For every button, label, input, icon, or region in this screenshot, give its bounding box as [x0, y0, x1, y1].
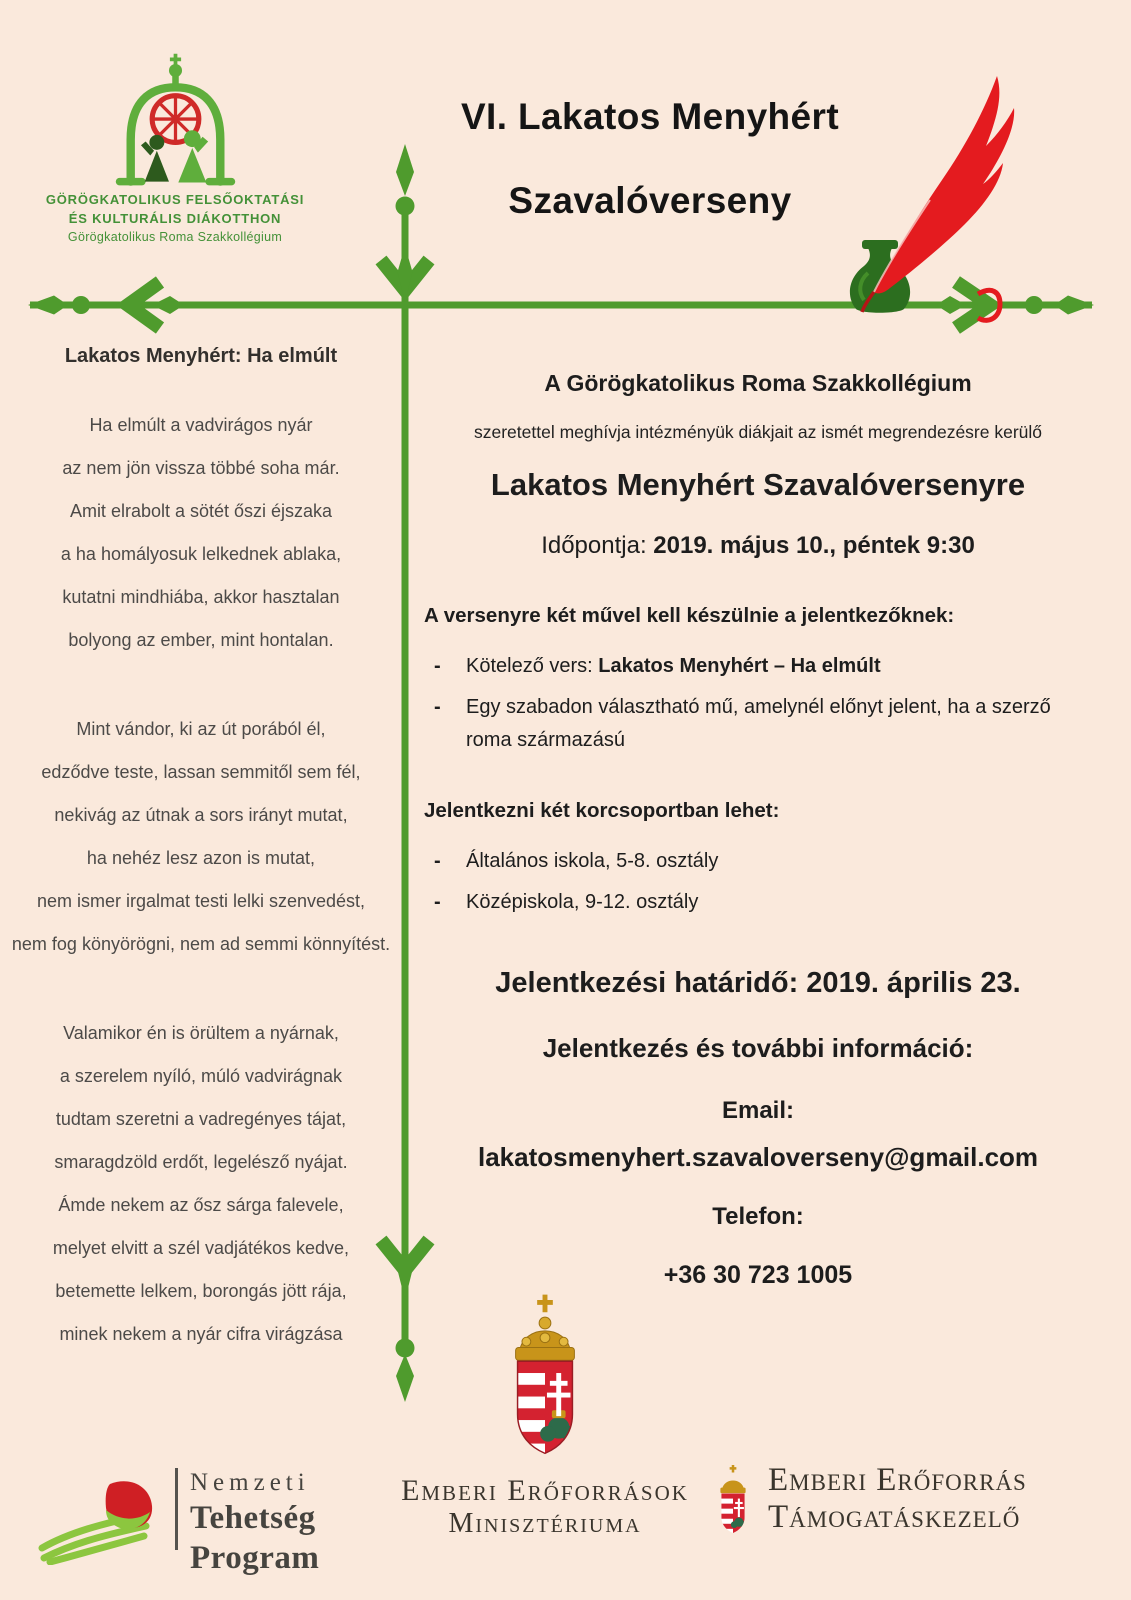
works-list	[424, 650, 1092, 757]
poem-line: nem ismer irgalmat testi lelki szenvedést,	[36, 891, 366, 911]
poem-line: tudtam szeretni a vadregényes tájat,	[55, 1109, 347, 1129]
inviting-org: A Görögkatolikus Roma Szakkollégium	[544, 370, 972, 396]
event-date-label: Időpontja:	[541, 532, 654, 559]
nemzeti-tehetseg-program-logo	[38, 1462, 388, 1576]
logo-divider	[175, 1468, 178, 1550]
vertical-divider-line	[402, 200, 409, 1352]
poem-line: Ha elmúlt a vadvirágos nyár	[89, 415, 313, 435]
poem-line: Amit elrabolt a sötét őszi éjszaka	[69, 501, 333, 521]
poem-line: edződve teste, lassan semmitől sem fél,	[41, 762, 361, 782]
application-deadline: Jelentkezési határidő: 2019. április 23.	[495, 967, 1021, 999]
list-item	[424, 845, 1092, 878]
poem-line: Ámde nekem az ősz sárga falevele,	[58, 1195, 344, 1215]
poem-line: az nem jön vissza többé soha már.	[62, 458, 340, 478]
poem-line: a szerelem nyíló, múló vadvirágnak	[59, 1066, 343, 1086]
hungarian-coat-of-arms-icon	[496, 1288, 594, 1460]
list-item	[424, 691, 1092, 757]
emet-line2: Támogatáskezelő	[768, 1499, 1021, 1535]
tulip-icon	[38, 1470, 173, 1565]
poem-stanza-3	[10, 1012, 392, 1356]
small-coat-of-arms-icon	[712, 1462, 754, 1536]
poem-stanza-1	[10, 404, 392, 662]
list-item	[424, 650, 1092, 683]
ministry-line1: Emberi Erőforrások	[401, 1474, 689, 1507]
org-name-line2: ÉS KULTURÁLIS DIÁKOTTHON	[68, 211, 282, 226]
bullet-dash: -	[434, 891, 441, 913]
org-name-line1: GÖRÖGKATOLIKUS FELSŐOKTATÁSI	[45, 192, 305, 207]
event-date	[424, 530, 1092, 562]
event-name: Lakatos Menyhért Szavalóversenyre	[490, 467, 1026, 502]
poem-line: nekivág az útnak a sors irányt mutat,	[54, 805, 348, 825]
ntp-line1: Nemzeti	[190, 1469, 310, 1496]
org-logo-text	[25, 190, 325, 247]
bullet-dash: -	[434, 850, 441, 872]
emet-line1: Emberi Erőforrás	[768, 1462, 1027, 1498]
ministry-logo	[375, 1288, 715, 1540]
invitation-column	[424, 368, 1092, 1291]
poem-line: betemette lelkem, borongás jött rája,	[55, 1281, 347, 1301]
poem-line: smaragdzöld erdőt, legelésző nyájat.	[54, 1152, 348, 1172]
poem-line: Valamikor én is örültem a nyárnak,	[63, 1023, 339, 1043]
list-item	[424, 886, 1092, 919]
work1-prefix: Kötelező vers:	[466, 655, 599, 677]
ministry-line2: Minisztériuma	[448, 1508, 642, 1539]
poster-title-line1: VI. Lakatos Menyhért	[460, 96, 840, 137]
email-label: Email:	[721, 1097, 795, 1124]
poster-title-line2: Szavalóverseny	[508, 180, 792, 221]
work-item-1	[466, 650, 1092, 683]
poem-line: bolyong az ember, mint hontalan.	[68, 630, 334, 650]
poem-line: kutatni mindhiába, akkor hasztalan	[62, 587, 340, 607]
poster-title	[400, 96, 900, 222]
bullet-dash: -	[434, 655, 441, 677]
phone-number: +36 30 723 1005	[663, 1261, 853, 1289]
poem-line: melyet elvitt a szél vadjátékos kedve,	[52, 1238, 350, 1258]
groups-heading: Jelentkezni két korcsoportban lehet:	[424, 799, 780, 822]
poem-column	[10, 345, 392, 1402]
groups-list	[424, 845, 1092, 919]
emet-logo	[712, 1462, 1112, 1536]
email-address: lakatosmenyhert.szavaloverseny@gmail.com	[477, 1142, 1039, 1172]
poem-line: minek nekem a nyár cifra virágzása	[59, 1324, 343, 1344]
bullet-dash: -	[434, 696, 441, 718]
ntp-line2: Tehetség Program	[190, 1500, 320, 1576]
phone-label: Telefon:	[712, 1203, 804, 1230]
poem-line: a ha homályosuk lelkednek ablaka,	[60, 544, 342, 564]
work1-title: Lakatos Menyhért – Ha elmúlt	[598, 655, 881, 677]
work-item-2: Egy szabadon választható mű, amelynél előnyt jelent, ha a szerző roma származású	[466, 696, 1051, 751]
poem-line: nem fog könyörögni, nem ad semmi könnyítést.	[11, 934, 391, 954]
ink-bottle-icon	[850, 240, 910, 313]
poem-stanza-2	[10, 708, 392, 966]
poem-line: Mint vándor, ki az út porából él,	[76, 719, 326, 739]
works-heading: A versenyre két művel kell készülnie a jelentkezőknek:	[424, 604, 955, 627]
org-name-line3: Görögkatolikus Roma Szakkollégium	[67, 230, 283, 244]
horizontal-divider-line	[30, 302, 1092, 309]
group-item-2: Középiskola, 9-12. osztály	[466, 891, 699, 913]
poem-line: ha nehéz lesz azon is mutat,	[86, 848, 316, 868]
org-logo-icon	[88, 50, 263, 190]
contact-info-heading: Jelentkezés és további információ:	[542, 1033, 974, 1063]
group-item-1: Általános iskola, 5-8. osztály	[466, 850, 719, 872]
event-date-value: 2019. május 10., péntek 9:30	[653, 532, 975, 559]
poem-heading: Lakatos Menyhért: Ha elmúlt	[64, 345, 338, 367]
invitation-sentence: szeretettel meghívja intézményük diákjait az ismét megrendezésre kerülő	[473, 422, 1043, 442]
